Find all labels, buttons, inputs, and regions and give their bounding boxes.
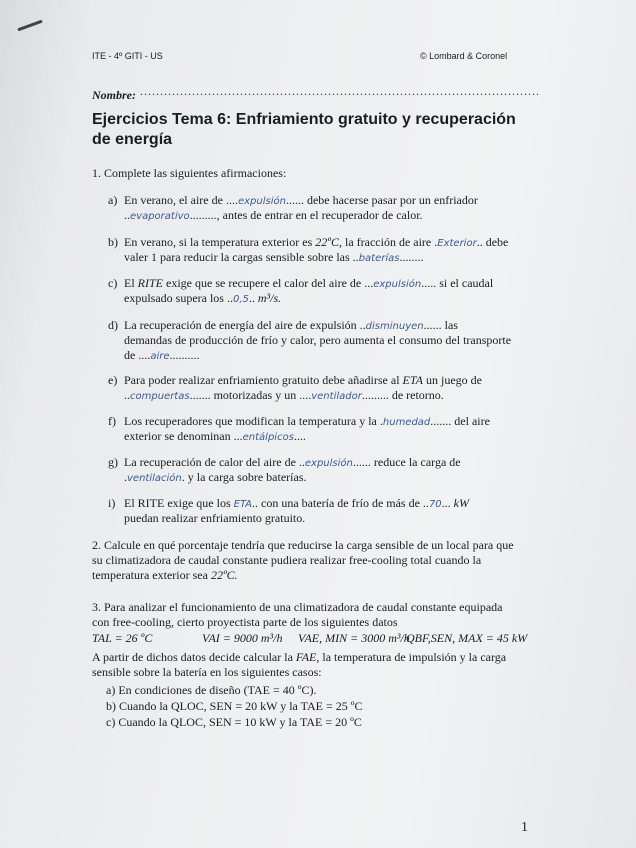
q1e-eta: ETA xyxy=(402,373,423,387)
q1b-line2 xyxy=(124,250,524,266)
q1b-text4: valer 1 para reducir la cargas sensible sobre las .. xyxy=(124,250,359,264)
q1f-line1 xyxy=(124,414,529,430)
q1i-line1 xyxy=(124,496,529,512)
q3-text3: A partir de dichos datos decide calcular la xyxy=(92,650,296,664)
q1c-unit: m³/s. xyxy=(257,291,282,305)
q1a-line1 xyxy=(124,193,524,209)
q1d-line2: demandas de producción de frío y calor, pero aumenta el consumo del transporte xyxy=(124,333,512,347)
q3-data-vai: VAI = 9000 m³/h xyxy=(202,631,283,645)
q1d-text4: de .... xyxy=(124,348,151,362)
q1e-text2: un juego de xyxy=(422,373,482,387)
q1b-text5: ........ xyxy=(399,250,424,264)
q1d-text2: ...... las xyxy=(423,318,458,332)
q2-temperature: 22ºC. xyxy=(210,568,238,582)
q1f-answer2: entálpicos xyxy=(242,432,294,443)
copyright-header: © Lombard & Coronel xyxy=(420,51,508,61)
q1f-text3: exterior se denominan ... xyxy=(124,429,243,443)
q1g-text1: La recuperación de calor del aire de .. xyxy=(124,455,305,469)
q3-data-tal: TAL = 26 ºC xyxy=(92,631,153,645)
q3-case-b: b) Cuando la QLOC, SEN = 20 kW y la TAE = 25 ºC xyxy=(106,699,363,713)
q1e-letter: e) xyxy=(108,373,118,387)
q1f-letter: f) xyxy=(108,414,116,428)
q1g-line2 xyxy=(124,470,524,486)
q1e-text5: ......... de retorno. xyxy=(361,388,444,402)
q1d-line3 xyxy=(124,348,524,364)
q1c-letter: c) xyxy=(108,276,118,290)
q1e-line2 xyxy=(124,388,529,404)
q3-line2: con free-cooling, cierto proyectista parte de los siguientes datos xyxy=(92,615,398,629)
q1a-text1: En verano, el aire de .... xyxy=(124,193,238,207)
q1c-text3: ..... si el caudal xyxy=(421,276,494,290)
page-number: 1 xyxy=(521,820,528,835)
q1g-text4: . y la carga sobre baterías. xyxy=(181,470,307,484)
q1a-text3: .. xyxy=(124,208,130,222)
q3-line3 xyxy=(92,650,532,665)
q1b-text2: , la fracción de aire . xyxy=(338,235,438,249)
q1i-text2: .. con una batería de frío de más de .. xyxy=(252,496,429,510)
q1d-text1: La recuperación de energía del aire de expulsión .. xyxy=(124,318,366,332)
q1d-answer2: aire xyxy=(150,351,170,362)
q1b-temperature: 22ºC xyxy=(315,235,339,249)
q3-case-a: a) En condiciones de diseño (TAE = 40 ºC). xyxy=(106,683,317,697)
q1d-line1 xyxy=(124,318,529,334)
q1c-text4: expulsado supera los .. xyxy=(124,291,233,305)
q3-data-vae-min: VAE, MIN = 3000 m³/h xyxy=(298,631,410,645)
q1g-answer1: expulsión xyxy=(304,458,353,469)
q1b-text3: .. debe xyxy=(476,235,509,249)
q1b-text1: En verano, si la temperatura exterior es xyxy=(124,235,316,249)
q3-line1: 3. Para analizar el funcionamiento de una climatizadora de caudal constante equipada xyxy=(92,600,503,614)
name-dotted-line: .................................................................................................... xyxy=(140,84,540,98)
q1i-text3: ... xyxy=(441,496,454,510)
q1f-text1: Los recuperadores que modifican la temperatura y la . xyxy=(124,414,383,428)
q1g-text2: ...... reduce la carga de xyxy=(352,455,461,469)
q1i-text1: El RITE exige que los xyxy=(124,496,234,510)
q2-line3 xyxy=(92,568,532,583)
q1c-answer2: 0,5 xyxy=(232,294,249,305)
q1b-answer2: baterías xyxy=(358,253,400,264)
page-title: Ejercicios Tema 6: Enfriamiento gratuito y recuperación de energía xyxy=(92,111,516,148)
q1a-answer2: evaporativo xyxy=(130,211,190,222)
q1a-letter: a) xyxy=(108,193,118,207)
q1b-letter: b) xyxy=(108,235,118,249)
q1a-line2 xyxy=(124,208,524,224)
q1e-text1: Para poder realizar enfriamiento gratuito debe añadirse al xyxy=(124,373,403,387)
q1e-text4: ....... motorizadas y un .... xyxy=(189,388,312,402)
q1i-answer2: 70 xyxy=(428,499,442,510)
q1f-answer1: humedad xyxy=(382,417,431,428)
q1g-text3: . xyxy=(124,470,127,484)
course-header: ITE - 4º GITI - US xyxy=(92,51,163,61)
name-label: Nombre: xyxy=(92,88,136,102)
q3-line4: sensible sobre la batería en los siguientes casos: xyxy=(92,665,322,679)
q1e-line1 xyxy=(124,373,529,388)
q1b-answer1: Exterior xyxy=(437,238,477,249)
q1-intro: 1. Complete las siguientes afirmaciones: xyxy=(92,166,287,180)
q1g-answer2: ventilación xyxy=(127,473,182,484)
q1c-line2 xyxy=(124,291,524,307)
q3-text3b: , la temperatura de impulsión y la carga xyxy=(316,650,507,664)
q1i-answer1: ETA xyxy=(233,499,252,510)
q1c-text5: .. xyxy=(248,291,258,305)
q1a-answer1: expulsión xyxy=(237,196,286,207)
q2-line2: su climatizadora de caudal constante pudiera realizar free-cooling total cuando la xyxy=(92,553,482,567)
q1c-answer1: expulsión xyxy=(373,279,422,290)
q1f-line2 xyxy=(124,429,524,445)
q3-fae: FAE xyxy=(295,650,317,664)
q1i-letter: i) xyxy=(108,496,116,510)
q3-case-c: c) Cuando la QLOC, SEN = 10 kW y la TAE = 20 ºC xyxy=(106,715,362,729)
pen-mark xyxy=(17,20,42,32)
q1e-text3: .. xyxy=(124,388,130,402)
q1a-text4: ........., antes de entrar en el recuperador de calor. xyxy=(189,208,423,222)
q1c-rite: RITE xyxy=(137,276,164,290)
q1c-line1 xyxy=(124,276,529,292)
q1g-line1 xyxy=(124,455,529,471)
q1d-answer1: disminuyen xyxy=(365,321,424,332)
q3-data-qbf-max: QBF,SEN, MAX = 45 kW xyxy=(406,631,528,645)
q1g-letter: g) xyxy=(108,455,118,469)
q2-line1: 2. Calcule en qué porcentaje tendría que reducirse la carga sensible de un local para que xyxy=(92,538,514,552)
q1i-line2: puedan realizar enfriamiento gratuito. xyxy=(124,511,306,525)
q1b-line1 xyxy=(124,235,529,251)
q1c-text2: exige que se recupere el calor del aire de ... xyxy=(163,276,374,290)
q2-text3: temperatura exterior sea xyxy=(92,568,211,582)
q1f-text2: ....... del aire xyxy=(430,414,490,428)
q1i-unit: kW xyxy=(453,496,469,510)
q1e-answer2: ventilador xyxy=(311,391,362,402)
q1c-text1: El xyxy=(124,276,138,290)
q1e-answer1: compuertas xyxy=(130,391,190,402)
q1a-text2: ...... debe hacerse pasar por un enfriador xyxy=(285,193,478,207)
q1d-letter: d) xyxy=(108,318,118,332)
q1d-text5: .......... xyxy=(169,348,200,362)
q1f-text4: .... xyxy=(293,429,306,443)
